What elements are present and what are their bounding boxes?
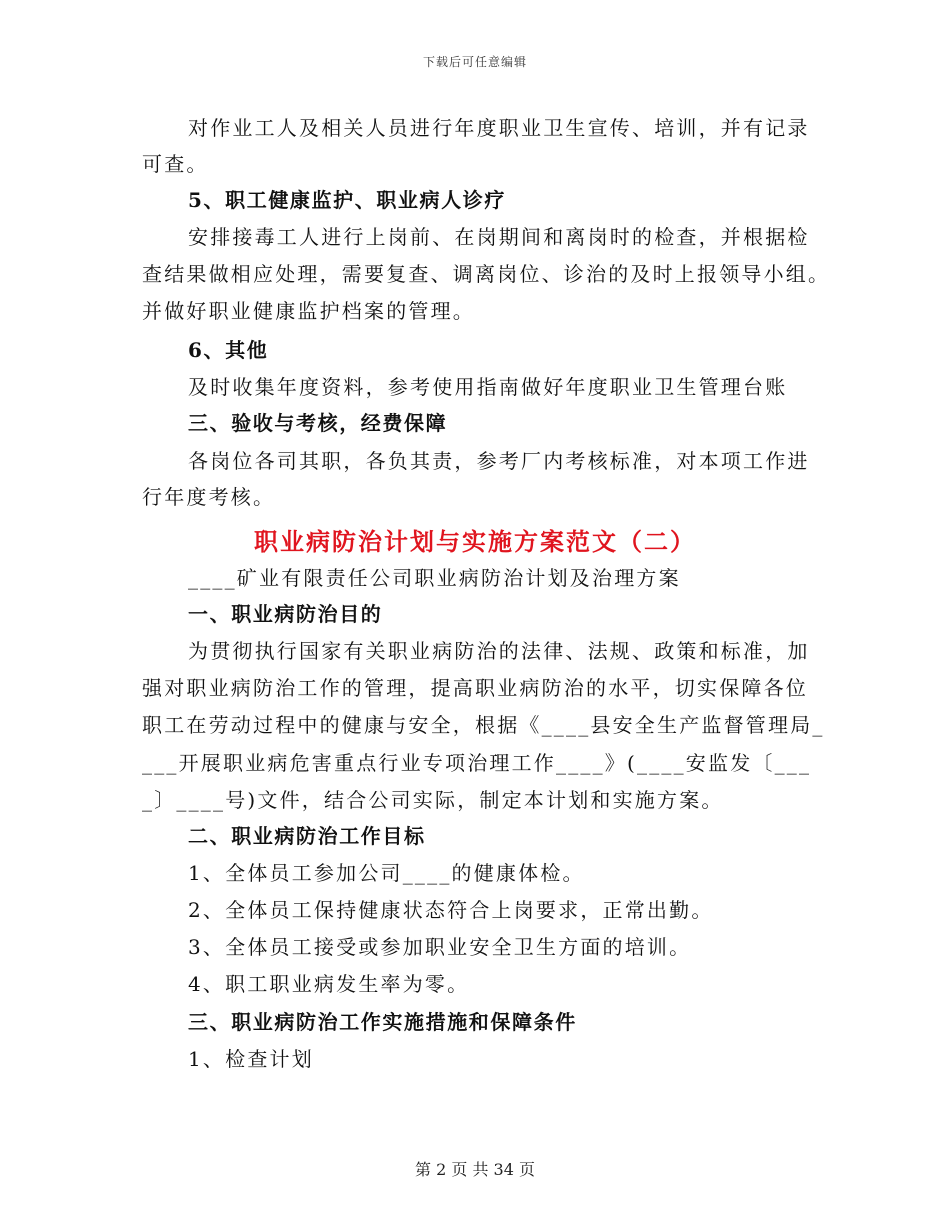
body-line: 3、全体员工接受或参加职业安全卫生方面的培训。 — [188, 935, 692, 959]
body-line: 查结果做相应处理，需要复查、调离岗位、诊治的及时上报领导小组。 — [142, 262, 831, 286]
body-line: _〕____号)文件，结合公司实际，制定本计划和实施方案。 — [142, 788, 724, 812]
section-heading: 二、职业病防治工作目标 — [188, 824, 426, 848]
body-line: 4、职工职业病发生率为零。 — [188, 972, 470, 996]
section-heading: 三、验收与考核，经费保障 — [188, 411, 448, 435]
body-line: 安排接毒工人进行上岗前、在岗期间和离岗时的检查，并根据检 — [188, 225, 810, 249]
body-line: 各岗位各司其职，各负其责，参考厂内考核标准，对本项工作进 — [188, 449, 810, 473]
body-line: ___开展职业病危害重点行业专项治理工作____》(____安监发〔___ — [142, 751, 812, 775]
document-title: 职业病防治计划与实施方案范文（二） — [254, 527, 696, 556]
body-line: 1、全体员工参加公司____的健康体检。 — [188, 861, 585, 885]
section-heading: 5、职工健康监护、职业病人诊疗 — [188, 188, 506, 212]
body-line: 可查。 — [142, 152, 209, 176]
body-line: 职工在劳动过程中的健康与安全，根据《____县安全生产监督管理局_ — [142, 713, 825, 737]
body-line: 强对职业病防治工作的管理，提高职业病防治的水平，切实保障各位 — [142, 676, 808, 700]
section-heading: 6、其他 — [188, 338, 269, 362]
body-line: 1、检查计划 — [188, 1047, 314, 1071]
body-line: 行年度考核。 — [142, 485, 276, 509]
body-line: 并做好职业健康监护档案的管理。 — [142, 299, 475, 323]
page-footer: 第 2 页 共 34 页 — [415, 1160, 535, 1179]
body-line: 2、全体员工保持健康状态符合上岗要求，正常出勤。 — [188, 898, 714, 922]
body-line: 对作业工人及相关人员进行年度职业卫生宣传、培训，并有记录 — [188, 116, 810, 140]
section-heading: 三、职业病防治工作实施措施和保障条件 — [188, 1010, 577, 1034]
section-heading: 一、职业病防治目的 — [188, 602, 383, 626]
body-line: 为贯彻执行国家有关职业病防治的法律、法规、政策和标准，加 — [188, 639, 810, 663]
page-header: 下载后可任意编辑 — [422, 55, 527, 69]
body-line: ____矿业有限责任公司职业病防治计划及治理方案 — [188, 566, 681, 590]
body-line: 及时收集年度资料，参考使用指南做好年度职业卫生管理台账 — [188, 375, 788, 399]
